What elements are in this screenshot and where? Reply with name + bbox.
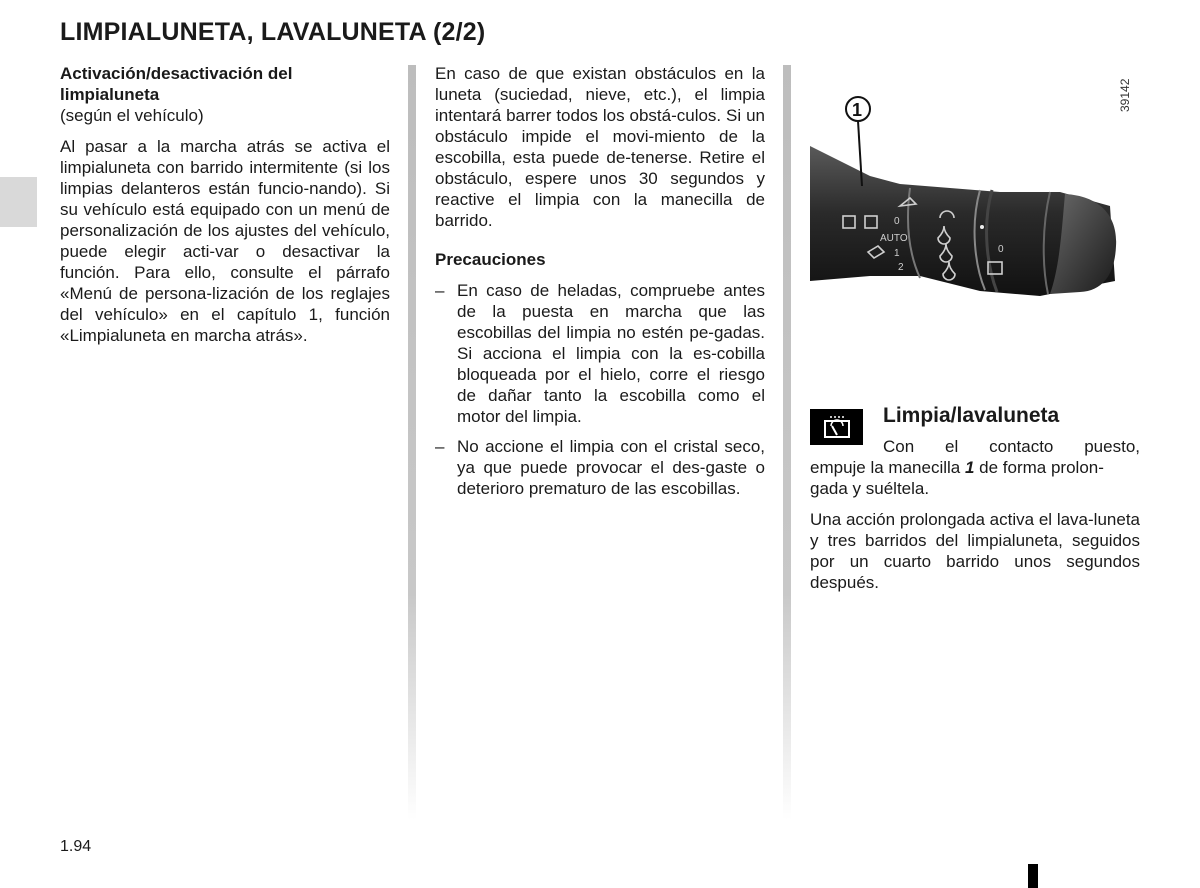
section-subheading: (según el vehículo) [60, 106, 204, 125]
callout-number: 1 [852, 100, 863, 120]
section-heading-line-1: Activación/desactivación del [60, 64, 293, 83]
column-3 [810, 405, 1140, 593]
lever-label-zero: 0 [894, 216, 900, 227]
column-divider [783, 65, 791, 820]
page-number: 1.94 [60, 838, 92, 855]
lever-reference: 1 [964, 458, 975, 477]
wiper-text-part-2: de forma prolon-gada y suéltela. [810, 458, 1104, 498]
precautions-heading: Precauciones [435, 250, 546, 269]
wiper-text-part-1: empuje la manecilla [810, 458, 965, 477]
list-item-text: En caso de heladas, compruebe antes de la puesta en marcha que las escobillas del limpia no estén pe-gadas. Si acciona el limpia con la es-cobilla bloqueada por el hielo, corre el riesgo de dañar tanto la escobilla como el motor del limpia. [457, 281, 765, 426]
list-item [435, 436, 765, 499]
section-title: Limpia/lavaluneta [883, 404, 1060, 427]
wiper-paragraph-2: Una acción prolongada activa el lava-luneta y tres barridos del limpialuneta, seguidos por un cuarto barrido unos segundos después. [810, 510, 1140, 592]
lever-label-two: 2 [898, 262, 904, 273]
rear-wiper-washer-icon [810, 409, 863, 445]
list-item [435, 280, 765, 427]
obstacles-paragraph: En caso de que existan obstáculos en la luneta (suciedad, nieve, etc.), el limpia intentará barrer todos los obstá-culos. Si un obstáculo impide el movi-miento de la escobilla, esta puede de-tenerse. Retire el obstáculo, espere unos 30 segundos y reactive el limpia con la manecilla de barrido. [435, 64, 765, 230]
section-heading-line-2: limpialuneta [60, 85, 160, 104]
section-header [810, 405, 1140, 439]
page-title: LIMPIALUNETA, LAVALUNETA (2/2) [60, 18, 486, 46]
lever-label-one: 1 [894, 248, 900, 259]
wiper-text-line-1: Con el contacto puesto, [883, 437, 1140, 456]
column-1 [60, 63, 390, 346]
column-2 [435, 63, 765, 508]
list-dash: – [435, 437, 445, 456]
column-divider [408, 65, 416, 820]
lever-label-zero-right: 0 [998, 244, 1004, 255]
body-paragraph: Al pasar a la marcha atrás se activa el limpialuneta con barrido intermitente (si los limpias delanteros están funcio-nando). Si su vehículo está equipado con un menú de personalización de los ajustes del vehículo, puede elegir acti-var o desactivar la función. Para ello, consulte el párrafo «Menú de persona-lización de los reglajes del vehículo» en el capítulo 1, función «Limpialuneta en marcha atrás». [60, 137, 390, 345]
lever-label-auto: AUTO [880, 233, 908, 244]
chapter-tab [0, 177, 37, 227]
page-edge-marker [1028, 864, 1038, 888]
wiper-lever-illustration [810, 66, 1150, 306]
list-dash: – [435, 281, 445, 300]
wiper-text [810, 457, 1140, 499]
wiper-lever-drawing [810, 66, 1150, 306]
figure-code: 39142 [1118, 78, 1132, 112]
list-item-text: No accione el limpia con el cristal seco, ya que puede provocar el des-gaste o deterioro prematuro de las escobillas. [457, 437, 765, 498]
